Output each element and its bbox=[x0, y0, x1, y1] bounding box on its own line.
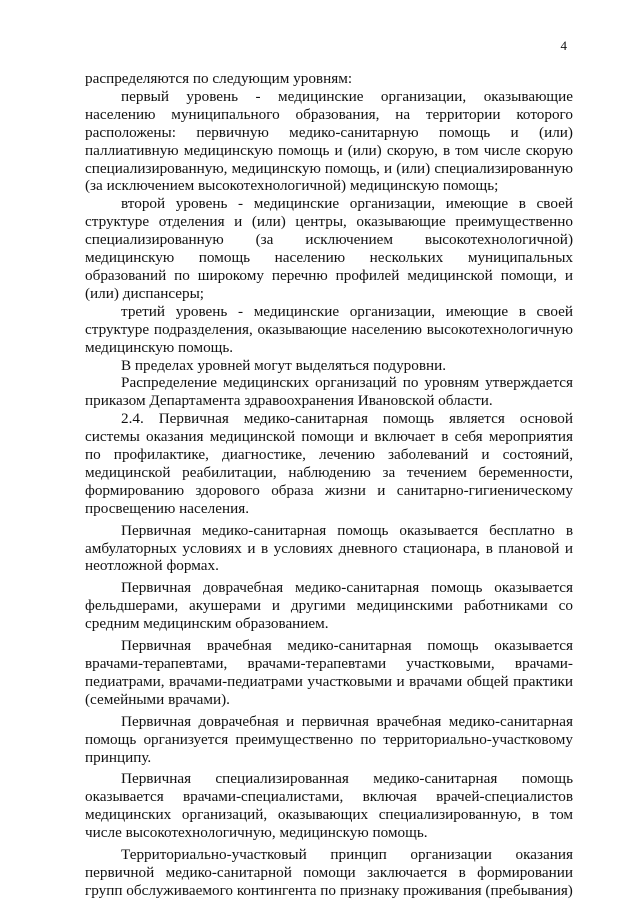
paragraph-territorial-principle: Территориально-участковый принцип организации оказания первичной медико-санитарной помощи заключается в формировании групп обслуживаемого контингента по признаку проживания (пребывания) bbox=[85, 846, 573, 899]
page-number: 4 bbox=[560, 38, 567, 53]
paragraph-second-level: второй уровень - медицинские организации, имеющие в своей структуре отделения и (или) центры, оказывающие преимущественно специализированную (за исключением высокотехнологичной) медицинскую помощь населению нескольких муниципальных образований по широкому перечню профилей медицинской помощи, и (или) диспансеры; bbox=[85, 195, 573, 302]
paragraph-free-care: Первичная медико-санитарная помощь оказывается бесплатно в амбулаторных условиях и в условиях дневного стационара, в плановой и неотложной формах. bbox=[85, 521, 573, 575]
paragraph-levels-intro: распределяются по следующим уровням: bbox=[85, 70, 353, 87]
paragraph-third-level: третий уровень - медицинские организации, имеющие в своей структуре подразделения, оказывающие населению высокотехнологичную медицинскую помощь. bbox=[85, 302, 573, 356]
paragraph-first-level: первый уровень - медицинские организации, оказывающие населению муниципального образования, на территории которого расположены: первичную медико-санитарную помощь и (или) паллиативную медицинскую помощь и (или) скорую, в том числе скорую специализированную, медицинскую помощь, и (или) специализированную (за исключением высокотехнологичной) медицинскую помощь; bbox=[85, 87, 573, 195]
paragraph-level-approval: Распределение медицинских организаций по уровням утверждается приказом Департамента здравоохранения Ивановской области. bbox=[85, 374, 573, 410]
paragraph-specialized-care: Первичная специализированная медико-санитарная помощь оказывается врачами-специалистами, включая врачей-специалистов медицинских организаций, оказывающих специализированную, в том числе высокотехнологичную, медицинскую помощь. bbox=[85, 770, 573, 842]
paragraph-section-2-4: 2.4. Первичная медико-санитарная помощь является основой системы оказания медицинской помощи и включает в себя мероприятия по профилактике, диагностике, лечению заболеваний и состояний, медицинской реабилитации, наблюдению за течением беременности, формированию здорового образа жизни и санитарно-гигиеническому просвещению населения. bbox=[85, 410, 573, 517]
document-body bbox=[85, 70, 573, 900]
paragraph-pre-doctor-care: Первичная доврачебная медико-санитарная помощь оказывается фельдшерами, акушерами и другими медицинскими работниками со средним медицинским образованием. bbox=[85, 579, 573, 633]
paragraph-sublevels: В пределах уровней могут выделяться подуровни. bbox=[121, 356, 447, 374]
paragraph-territorial-organization: Первичная доврачебная и первичная врачебная медико-санитарная помощь организуется преимущественно по территориально-участковому принципу. bbox=[85, 712, 573, 766]
paragraph-doctor-care: Первичная врачебная медико-санитарная помощь оказывается врачами-терапевтами, врачами-терапевтами участковыми, врачами-педиатрами, врачами-педиатрами участковыми и врачами общей практики (семейными врачами). bbox=[85, 637, 573, 708]
